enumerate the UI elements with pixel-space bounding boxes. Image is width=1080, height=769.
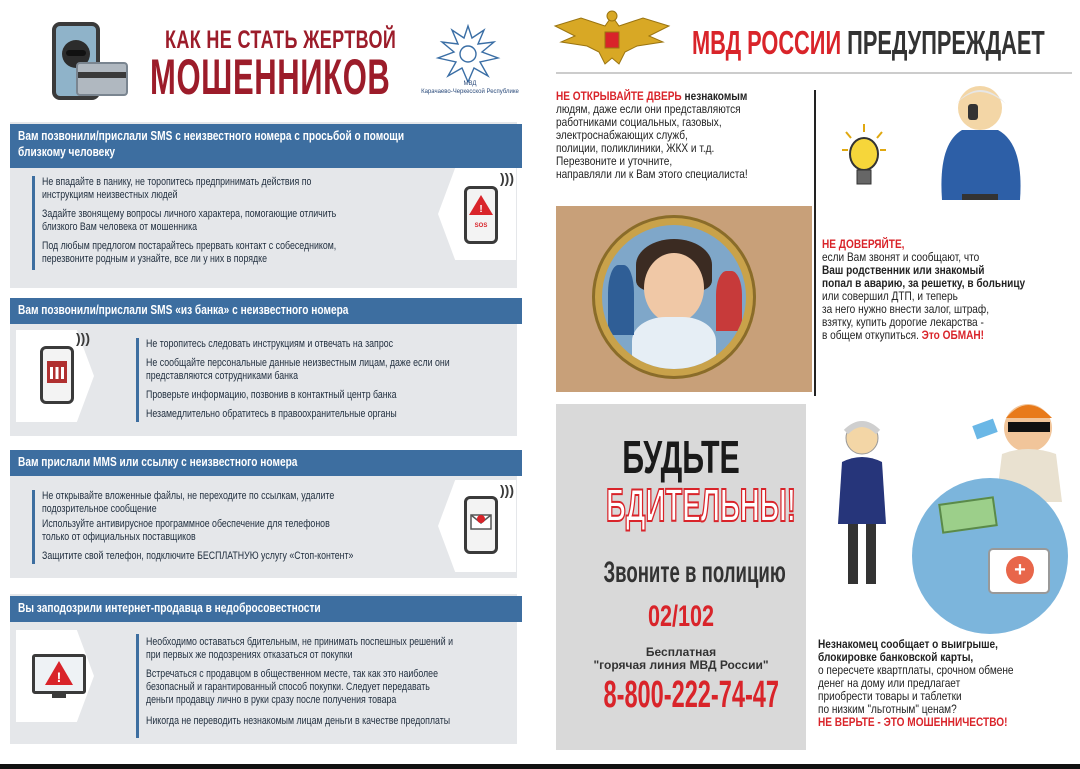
trust-line: если Вам звонят и сообщают, что bbox=[822, 250, 980, 264]
call-police-text: Звоните в полицию bbox=[603, 556, 786, 589]
signal-waves-icon: ))) bbox=[76, 330, 90, 346]
bullet-text: только от официальных поставщиков bbox=[42, 531, 196, 543]
bullet-text: Используйте антивирусное программное обеспечение для телефонов bbox=[42, 518, 330, 530]
bullet-text: деньги продавцу лично в руки сразу после получения товара bbox=[146, 694, 397, 706]
elderly-man-illustration bbox=[826, 414, 896, 594]
vertical-divider bbox=[814, 90, 816, 396]
bullet-text: Незамедлительно обратитесь в правоохранительные органы bbox=[146, 408, 397, 420]
section-4-bullets bbox=[146, 636, 530, 728]
stranger-line: приобрести товары и таблетки bbox=[818, 689, 962, 703]
trust-red: НЕ ДОВЕРЯЙТЕ, bbox=[822, 237, 905, 251]
peephole-view bbox=[602, 225, 746, 369]
bullet-text: Встречаться с продавцом в общественном месте, так как это наиболее bbox=[146, 668, 438, 680]
svg-text:!: ! bbox=[56, 669, 62, 685]
trust-line: в общем откупиться. bbox=[822, 328, 919, 342]
bullet-text: подозрительное сообщение bbox=[42, 503, 157, 515]
door-line: полиции, поликлиники, ЖКХ и т.д. bbox=[556, 141, 715, 155]
stranger-bold: Незнакомец сообщает о выигрыше, bbox=[818, 637, 998, 651]
woman-body bbox=[632, 317, 716, 369]
bullet-text: представляются сотрудниками банка bbox=[146, 370, 298, 382]
mms-phone-icon bbox=[464, 496, 498, 554]
section-1-bracket bbox=[32, 176, 35, 270]
vigilant-line2: БДИТЕЛЬНЫ! bbox=[606, 479, 796, 531]
door-line: направляли ли к Вам этого специалиста! bbox=[556, 167, 748, 181]
header-dark-text: ПРЕДУПРЕЖДАЕТ bbox=[847, 24, 1045, 61]
door-line: Перезвоните и уточните, bbox=[556, 154, 673, 168]
section-2-bracket bbox=[136, 338, 139, 422]
peephole-ring bbox=[592, 215, 756, 379]
section-3-heading bbox=[10, 450, 522, 476]
section-1-heading-line1: Вам позвонили/прислали SMS с неизвестного номера с просьбой о помощи bbox=[18, 128, 405, 143]
section-1-bullets bbox=[42, 176, 410, 266]
door-bold: незнакомым bbox=[684, 89, 748, 103]
lightbulb-icon bbox=[842, 124, 886, 198]
stranger-line: о пересчете квартплаты, срочном обмене bbox=[818, 663, 1014, 677]
door-line: электроснабжающих служб, bbox=[556, 128, 688, 142]
monitor-stand bbox=[52, 692, 66, 698]
signal-waves-icon: ))) bbox=[500, 482, 514, 498]
bullet-text: Защитите свой телефон, подключите БЕСПЛАТНУЮ услугу «Стоп-контент» bbox=[42, 550, 354, 562]
woman-face bbox=[644, 253, 704, 323]
police-number: 02/102 bbox=[647, 600, 715, 633]
bullet-text: при первых же подозрениях отказаться от покупки bbox=[146, 649, 353, 661]
trust-line: за него нужно внести залог, штраф, bbox=[822, 302, 990, 316]
peephole-illustration bbox=[556, 206, 812, 392]
credit-card-icon bbox=[76, 62, 128, 96]
door-line: работниками социальных, газовых, bbox=[556, 115, 722, 129]
emblem-sub: Карачаево-Черкесской Республике bbox=[421, 89, 519, 95]
double-headed-eagle-icon bbox=[553, 8, 671, 68]
header-red-text: МВД РОССИИ bbox=[692, 24, 842, 61]
section-4-bracket bbox=[136, 634, 139, 738]
bullet-text: Не впадайте в панику, не торопитесь предпринимать действия по bbox=[42, 176, 312, 188]
bullet-text: Не открывайте вложенные файлы, не переходите по ссылкам, удалите bbox=[42, 490, 335, 502]
leaflet-title-line2: МОШЕННИКОВ bbox=[150, 49, 391, 105]
vigilant-line1: БУДЬТЕ bbox=[622, 431, 740, 483]
section-2-heading bbox=[10, 298, 522, 324]
worker-figure bbox=[608, 265, 634, 335]
stranger-warning-text bbox=[818, 638, 1074, 729]
trust-line: или совершил ДТП, и теперь bbox=[822, 289, 958, 303]
dont-trust-text bbox=[822, 238, 1072, 342]
hotline-number: 8-800-222-74-47 bbox=[603, 674, 780, 716]
courier-figure bbox=[716, 271, 742, 331]
section-2-bullets bbox=[146, 338, 526, 421]
door-warning-text bbox=[556, 90, 814, 181]
bullet-text: Проверьте информацию, позвонив в контактный центр банка bbox=[146, 389, 397, 401]
section-1-heading bbox=[10, 124, 522, 168]
plus-icon: + bbox=[1006, 556, 1034, 584]
stranger-bold: блокировке банковской карты, bbox=[818, 650, 974, 664]
stranger-end: НЕ ВЕРЬТЕ - ЭТО МОШЕННИЧЕСТВО! bbox=[818, 715, 1008, 729]
sos-label: SOS bbox=[474, 223, 488, 229]
bullet-text: Необходимо оставаться бдительным, не принимать поспешных решений и bbox=[146, 636, 453, 648]
bullet-text: Задайте звонящему вопросы личного характера, помогающие отличить bbox=[42, 208, 337, 220]
bullet-text: близкого Вам человека от мошенника bbox=[42, 221, 198, 233]
stranger-line: денег на дому или предлагает bbox=[818, 676, 961, 690]
mvd-header bbox=[692, 24, 1045, 62]
bullet-text: безопасный и гарантированный способ покупки. Следует передавать bbox=[146, 681, 430, 693]
section-3-bracket bbox=[32, 490, 35, 564]
door-red: НЕ ОТКРЫВАЙТЕ ДВЕРЬ bbox=[556, 89, 682, 103]
section-3-bullets bbox=[42, 490, 431, 563]
section-3-heading-text: Вам прислали MMS или ссылку с неизвестного номера bbox=[18, 454, 298, 469]
free-label: Бесплатная bbox=[645, 645, 717, 659]
section-4-heading bbox=[10, 596, 522, 622]
svg-text:!: ! bbox=[479, 204, 483, 215]
sos-phone-icon bbox=[464, 186, 498, 244]
signal-waves-icon: ))) bbox=[500, 170, 514, 186]
hotline-label: "горячая линия МВД России" bbox=[593, 658, 769, 672]
bullet-text: инструкциям неизвестных людей bbox=[42, 189, 178, 201]
hotline-caption bbox=[556, 646, 806, 672]
bank-phone-icon bbox=[40, 346, 74, 404]
bullet-text: Не торопитесь следовать инструкциям и отвечать на запрос bbox=[146, 338, 394, 350]
elderly-woman-on-phone-illustration bbox=[932, 74, 1028, 200]
bullet-text: перезвоните родным и узнайте, все ли у них в порядке bbox=[42, 253, 267, 265]
stranger-line: по низким "льготным" ценам? bbox=[818, 702, 957, 716]
section-4-heading-text: Вы заподозрили интернет-продавца в недобросовестности bbox=[18, 600, 321, 615]
trust-line: попал в аварию, за решетку, в больницу bbox=[822, 276, 1026, 290]
bullet-text: Никогда не переводить незнакомым лицам деньги в качестве предоплаты bbox=[146, 715, 451, 727]
trust-line: взятку, купить дорогие лекарства - bbox=[822, 315, 984, 329]
section-1-heading-line2: близкому человеку bbox=[18, 144, 116, 159]
bullet-text: Не сообщайте персональные данные неизвестным лицам, даже если они bbox=[146, 357, 450, 369]
emblem-caption bbox=[420, 80, 520, 96]
section-2-heading-text: Вам позвонили/прислали SMS «из банка» с неизвестного номера bbox=[18, 302, 349, 317]
bottom-edge bbox=[0, 764, 1080, 769]
warning-monitor-icon bbox=[32, 654, 86, 694]
leaflet-title-line1: КАК НЕ СТАТЬ ЖЕРТВОЙ bbox=[165, 26, 397, 54]
emblem-label: МВД bbox=[463, 81, 477, 87]
trust-line: Ваш родственник или знакомый bbox=[822, 263, 985, 277]
bullet-text: Под любым предлогом постарайтесь прервать контакт с собеседником, bbox=[42, 240, 337, 252]
door-line: людям, даже если они представляются bbox=[556, 102, 741, 116]
trust-end: Это ОБМАН! bbox=[921, 328, 985, 342]
